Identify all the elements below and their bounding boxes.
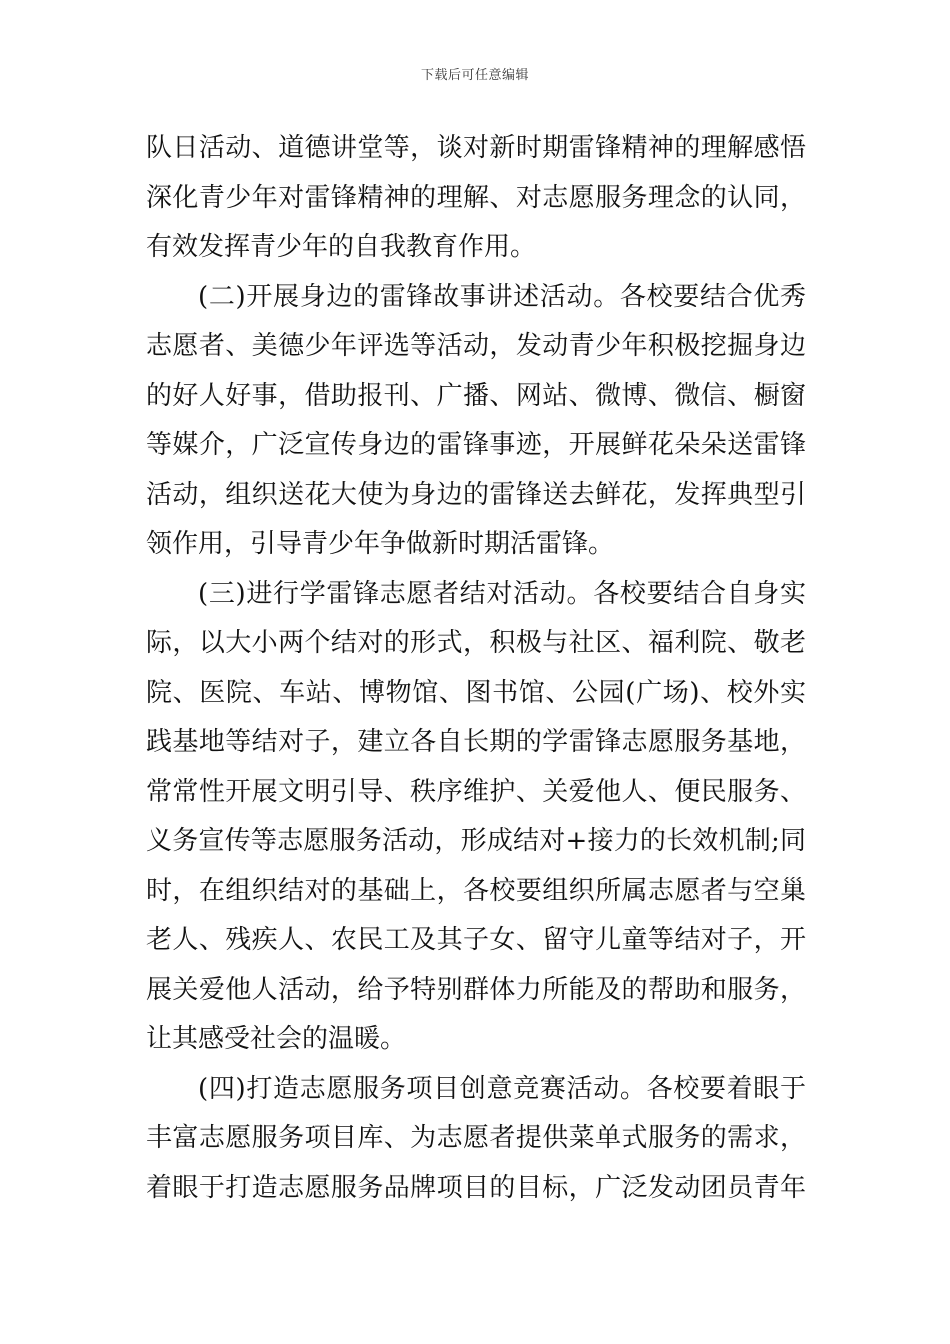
text-line: 际，以大小两个结对的形式，积极与社区、福利院、敬老 [146,628,806,658]
text-line: 时，在组织结对的基础上，各校要组织所属志愿者与空巢 [146,875,806,906]
text-line: 老人、残疾人、农民工及其子女、留守儿童等结对子，开 [146,925,806,955]
text-line: 等媒介，广泛宣传身边的雷锋事迹，开展鲜花朵朵送雷锋 [146,430,806,460]
text-line: 领作用，引导青少年争做新时期活雷锋。 [146,529,615,559]
text-line: 义务宣传等志愿服务活动，形成结对+接力的长效机制;同 [146,826,806,856]
header-note: 下载后可任意编辑 [420,68,529,83]
text-line: 着眼于打造志愿服务品牌项目的目标，广泛发动团员青年 [146,1172,806,1203]
text-line: 院、医院、车站、博物馆、图书馆、公园(广场)、校外实 [146,677,806,708]
text-line: (三)进行学雷锋志愿者结对活动。各校要结合自身实 [198,578,806,609]
text-line: 队日活动、道德讲堂等，谈对新时期雷锋精神的理解感悟 [146,133,806,163]
text-line: 有效发挥青少年的自我教育作用。 [146,232,537,262]
text-line: 让其感受社会的温暖。 [146,1024,407,1054]
text-line: 的好人好事，借助报刊、广播、网站、微博、微信、橱窗 [146,380,806,411]
text-line: 践基地等结对子，建立各自长期的学雷锋志愿服务基地， [146,727,806,757]
text-line: 丰富志愿服务项目库、为志愿者提供菜单式服务的需求， [146,1123,806,1153]
text-line: 深化青少年对雷锋精神的理解、对志愿服务理念的认同， [146,182,806,213]
text-line: 展关爱他人活动，给予特别群体力所能及的帮助和服务， [146,974,806,1005]
text-line: (二)开展身边的雷锋故事讲述活动。各校要结合优秀 [198,281,806,312]
text-line: (四)打造志愿服务项目创意竞赛活动。各校要着眼于 [198,1073,806,1104]
text-line: 志愿者、美德少年评选等活动，发动青少年积极挖掘身边 [146,331,806,361]
text-line: 常常性开展文明引导、秩序维护、关爱他人、便民服务、 [146,776,806,807]
document-body [146,124,806,1213]
text-line: 活动，组织送花大使为身边的雷锋送去鲜花，发挥典型引 [146,479,806,510]
